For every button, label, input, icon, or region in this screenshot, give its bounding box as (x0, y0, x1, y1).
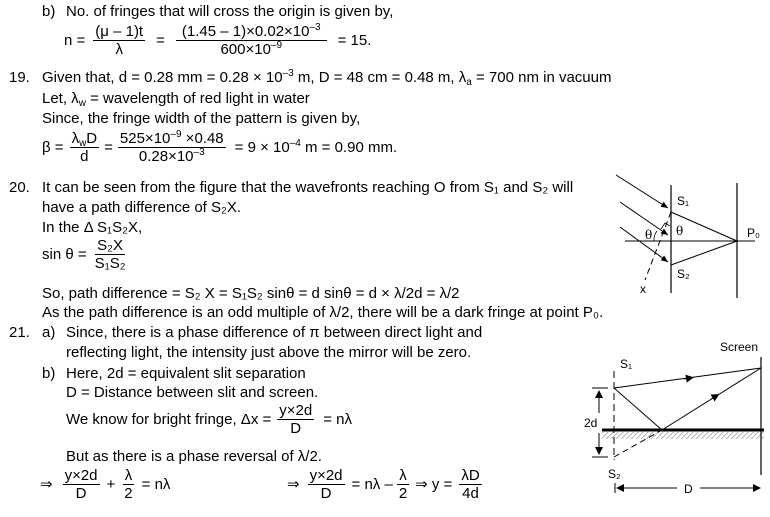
plus: + (106, 476, 116, 493)
denominator: $600\times 10^{-9}$ (220, 40, 283, 58)
fraction (397, 468, 409, 502)
s21-b-line2: D = Distance between slit and screen. (66, 384, 319, 401)
numerator: $\lambda_wD$ (71, 130, 98, 149)
s20-line4: So, path difference = S₂ X = S₁S₂ sinθ = d sinθ = d × λ/2d = λ/2 (42, 285, 460, 302)
result: = $9 \times 10^{-4}$ m = 0.90 mm. (234, 138, 398, 156)
equals: = (104, 139, 113, 156)
result: = 15. (337, 32, 372, 49)
denominator: $0.28\times 10^{-3}$ (138, 147, 205, 165)
s2-label: S₂ (677, 267, 690, 281)
s21-number: 21. (9, 324, 30, 341)
s18b-label: b) (42, 3, 56, 20)
fraction (63, 468, 100, 502)
denominator: 4d (462, 485, 479, 502)
fraction (308, 468, 345, 502)
denominator: D (320, 485, 332, 502)
x-label: x (640, 282, 646, 296)
s20-line5: As the path difference is an odd multiple of λ/2, there will be a dark fringe at point P₀. (42, 304, 604, 321)
denominator: S₁S₂ (94, 255, 126, 272)
eq-lhs: β = (42, 139, 64, 156)
denominator: d (80, 148, 89, 165)
s2-label: S₂ (608, 467, 621, 481)
D-label: D (684, 482, 693, 496)
lloyds-mirror-figure (580, 335, 770, 517)
s19-line3: Since, the fringe width of the pattern is given by, (42, 110, 361, 127)
s20-line3: In the Δ S₁S₂X, (42, 219, 143, 236)
s21-eqA (40, 468, 170, 502)
s21-a-line1: Since, there is a phase difference of π between direct light and (66, 324, 483, 341)
eq-rhs: = nλ (323, 411, 352, 428)
s19-line1: Given that, d = 0.28 mm = $0.28 \times 10^{-3}$ m, D = 48 cm = 0.48 m, $\lambda_a = 700$ nm in vacuum (42, 68, 612, 88)
denominator: λ (115, 41, 123, 58)
numerator: λ (124, 467, 133, 484)
numerator: λD (461, 467, 480, 484)
s19-equation (42, 131, 397, 165)
implies-y: ⇒ y = (415, 476, 453, 493)
fraction (93, 24, 145, 58)
eq-mid: = nλ – (351, 476, 393, 493)
double-slit-figure (590, 165, 770, 300)
numerator: y×2d (64, 467, 98, 484)
numerator: λ (399, 467, 407, 484)
s21-b-line4: But as there is a phase reversal of λ/2. (66, 448, 322, 465)
fraction (118, 131, 226, 165)
s21-b-label: b) (42, 365, 56, 382)
numerator: $525\times 10^{-9} \times 0.48$ (119, 129, 224, 147)
denominator: D (75, 485, 87, 502)
denominator: 2 (398, 485, 408, 502)
fraction (93, 238, 128, 272)
s20-line1: It can be seen from the figure that the wavefronts reaching O from S₁ and S₂ will (42, 179, 574, 196)
implies-arrow: ⇒ (287, 476, 300, 493)
implies-arrow: ⇒ (40, 476, 53, 493)
s21-a-label: a) (42, 324, 56, 341)
fraction (122, 468, 134, 502)
eq-rhs: = nλ (141, 476, 171, 493)
2d-label: 2d (584, 416, 598, 430)
fraction (176, 24, 327, 58)
s21-eqB (287, 468, 485, 502)
s20-equation (42, 238, 131, 272)
numerator: (μ – 1)t (95, 23, 144, 40)
s19-line2: Let, $\lambda_w$ = wavelength of red light in water (42, 90, 310, 109)
s20-line2: have a path difference of S₂X. (42, 199, 242, 216)
s21-b-line1: Here, 2d = equivalent slit separation (66, 365, 306, 382)
denominator: D (290, 420, 302, 437)
fraction (459, 468, 481, 502)
fraction (277, 403, 314, 437)
theta-label: θ (645, 228, 653, 242)
s1-label: S₁ (677, 194, 690, 208)
s1-label: S₁ (620, 357, 633, 371)
s21-b-bright-fringe-equation (66, 403, 352, 437)
numerator: y×2d (279, 402, 313, 419)
screen-label: Screen (720, 340, 759, 354)
numerator: y×2d (309, 467, 343, 484)
s19-number: 19. (9, 69, 30, 86)
numerator: S₂X (97, 237, 123, 254)
denominator: 2 (124, 485, 133, 502)
p0-label: P₀ (747, 226, 760, 240)
s18b-equation (64, 24, 371, 58)
eq-lhs: n = (64, 32, 86, 49)
s18b-text: No. of fringes that will cross the origin is given by, (66, 3, 394, 20)
s20-number: 20. (9, 179, 30, 196)
fraction (70, 131, 100, 165)
numerator: $(1.45 - 1)\times 0.02\times 10^{-3}$ (176, 24, 327, 41)
s21-a-line2: reflecting light, the intensity just above the mirror will be zero. (66, 344, 472, 361)
eq-lhs: sin θ = (42, 246, 87, 263)
equals: = (156, 32, 165, 49)
eq-lhs: We know for bright fringe, Δx = (66, 411, 272, 428)
theta-label: θ (676, 224, 684, 238)
